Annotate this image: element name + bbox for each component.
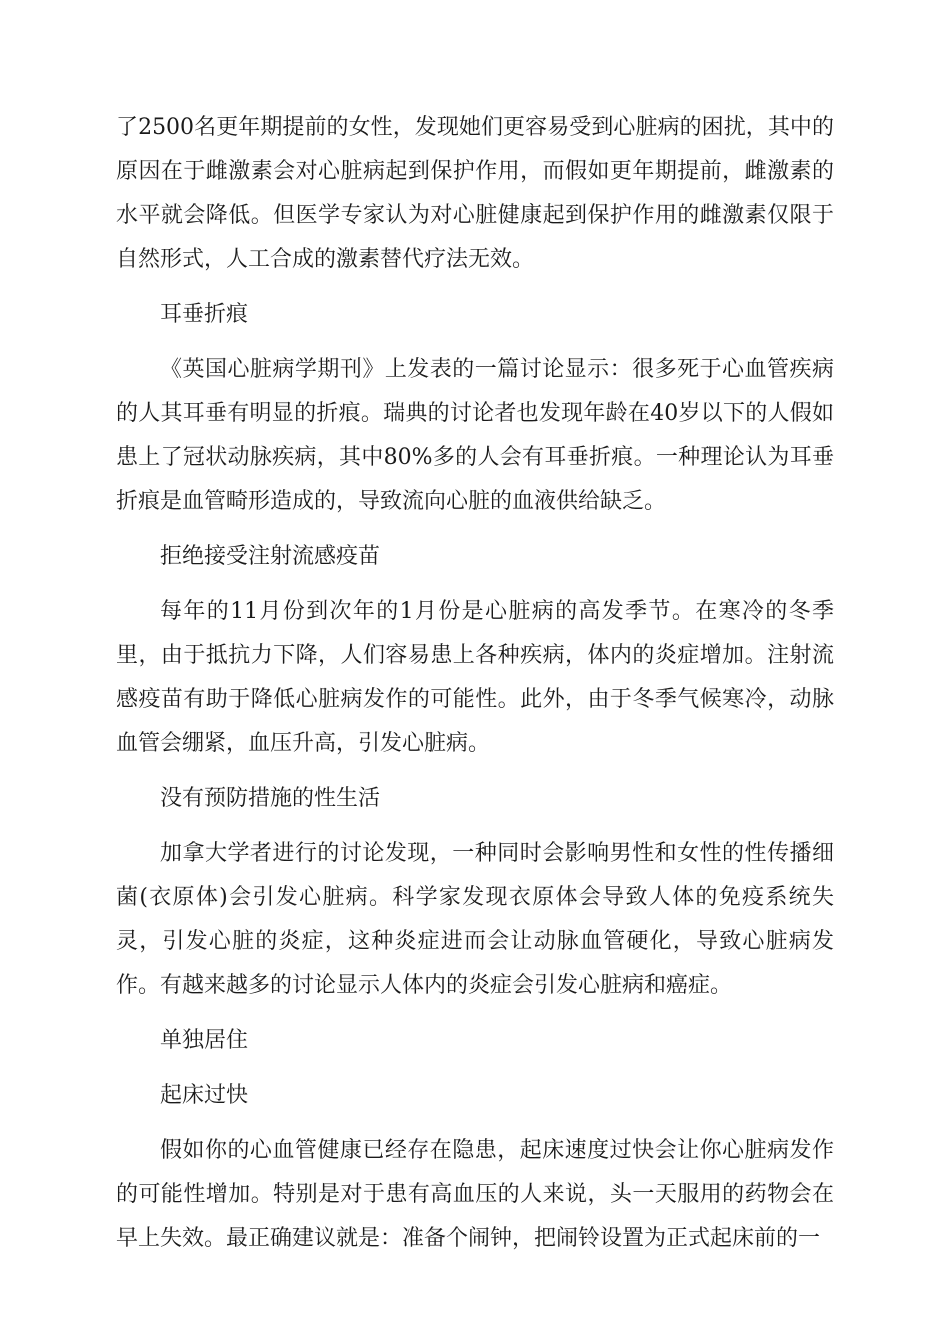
paragraph-continued: 了2500名更年期提前的女性，发现她们更容易受到心脏病的困扰，其中的原因在于雌激素会对心脏病起到保护作用，而假如更年期提前，雌激素的水平就会降低。但医学专家认为对心脏健康起到保护作用的雌激素仅限于自然形式，人工合成的激素替代疗法无效。	[116, 115, 834, 272]
paragraph-earlobe-crease: 《英国心脏病学期刊》上发表的一篇讨论显示：很多死于心血管疾病的人其耳垂有明显的折痕。瑞典的讨论者也发现年龄在40岁以下的人假如患上了冠状动脉疾病，其中80%多的人会有耳垂折痕。一种理论认为耳垂折痕是血管畸形造成的，导致流向心脏的血液供给缺乏。	[116, 357, 834, 514]
paragraph-flu-vaccine: 每年的11月份到次年的1月份是心脏病的高发季节。在寒冷的冬季里，由于抵抗力下降，人们容易患上各种疾病，体内的炎症增加。注射流感疫苗有助于降低心脏病发作的可能性。此外，由于冬季气候寒冷，动脉血管会绷紧，血压升高，引发心脏病。	[116, 599, 834, 756]
paragraph-getting-up-fast: 假如你的心血管健康已经存在隐患，起床速度过快会让你心脏病发作的可能性增加。特别是对于患有高血压的人来说，头一天服用的药物会在早上失效。最正确建议就是：准备个闹钟，把闹铃设置为正式起床前的一	[116, 1138, 834, 1251]
document-page	[116, 106, 834, 1272]
section-heading-living-alone: 单独居住	[160, 1028, 249, 1053]
section-heading-unprotected-sex: 没有预防措施的性生活	[160, 786, 381, 811]
section-heading-getting-up-fast: 起床过快	[160, 1083, 249, 1108]
paragraph-unprotected-sex: 加拿大学者进行的讨论发现，一种同时会影响男性和女性的性传播细菌(衣原体)会引发心脏病。科学家发现衣原体会导致人体的免疫系统失灵，引发心脏的炎症，这种炎症进而会让动脉血管硬化，导致心脏病发作。有越来越多的讨论显示人体内的炎症会引发心脏病和癌症。	[116, 841, 834, 998]
section-heading-earlobe-crease: 耳垂折痕	[160, 302, 249, 327]
section-heading-flu-vaccine: 拒绝接受注射流感疫苗	[160, 544, 381, 569]
